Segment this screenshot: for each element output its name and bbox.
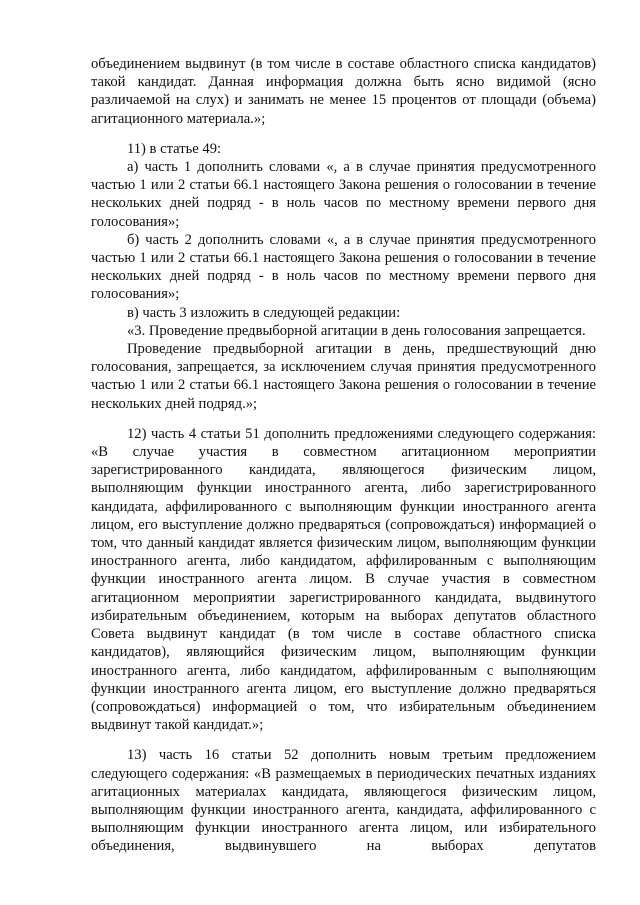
paragraph-item-12: 12) часть 4 статьи 51 дополнить предложениями следующего содержания: «В случае участия в совместном агитационном мероприятии зарегистрированного кандидата, являющегося физическим лицом, выполняющим функции иностранного агента, либо зарегистрированного кандидата, аффилированного с выполняющим функции иностранного агента лицом, его выступление должно предваряться (сопровождаться) информацией о том, что данный кандидат является физическим лицом, выполняющим функции иностранного агента, либо кандидатом, аффилированным с выполняющим функции иностранного агента лицом. В случае участия в совместном агитационном мероприятии зарегистрированного кандидата, выдвинутого избирательным объединением, которым на выборах депутатов областного Совета выдвинут кандидат (в том числе в составе областного списка кандидатов), являющийся физическим лицом, выполняющим функции иностранного агента, либо кандидатом, аффилированным с выполняющим функции иностранного агента лицом, его выступление должно предваряться (сопровождаться) информацией о том, что избирательным объединением выдвинут такой кандидат.»; — [91, 425, 596, 734]
paragraph-item-11b: б) часть 2 дополнить словами «, а в случае принятия предусмотренного частью 1 или 2 статьи 66.1 настоящего Закона решения о голосовании в течение нескольких дней подряд - в ноль часов по местному времени первого дня голосования»; — [91, 231, 596, 303]
paragraph-item-13: 13) часть 16 статьи 52 дополнить новым третьим предложением следующего содержания: «В размещаемых в периодических печатных изданиях агитационных материалах кандидата, являющегося физическим лицом, выполняющим функции иностранного агента, кандидата, аффилированного с выполняющим функции иностранного агента лицом, или избирательного объединения, выдвинувшего на выборах депутатов — [91, 747, 596, 855]
paragraph-continuation: объединением выдвинут (в том числе в составе областного списка кандидатов) такой кандидат. Данная информация должна быть ясно видимой (ясно различаемой на слух) и занимать не менее 15 процентов от площади (объема) агитационного материала.»; — [91, 56, 596, 127]
paragraph-item-11a: а) часть 1 дополнить словами «, а в случае принятия предусмотренного частью 1 или 2 статьи 66.1 настоящего Закона решения о голосовании в течение нескольких дней подряд - в ноль часов по местному времени первого дня голосования»; — [91, 159, 596, 230]
paragraph-item-11: 11) в статье 49: — [127, 140, 222, 157]
paragraph-quote-part-3: «3. Проведение предвыборной агитации в день голосования запрещается. — [127, 322, 586, 339]
paragraph-item-11v: в) часть 3 изложить в следующей редакции: — [127, 304, 401, 321]
paragraph-quote-part-3-cont: Проведение предвыборной агитации в день, предшествующий дню голосования, запрещается, за исключением случая принятия предусмотренного частью 1 или 2 статьи 66.1 настоящего Закона решения о голосовании в течение нескольких дней подряд.»; — [91, 341, 596, 412]
